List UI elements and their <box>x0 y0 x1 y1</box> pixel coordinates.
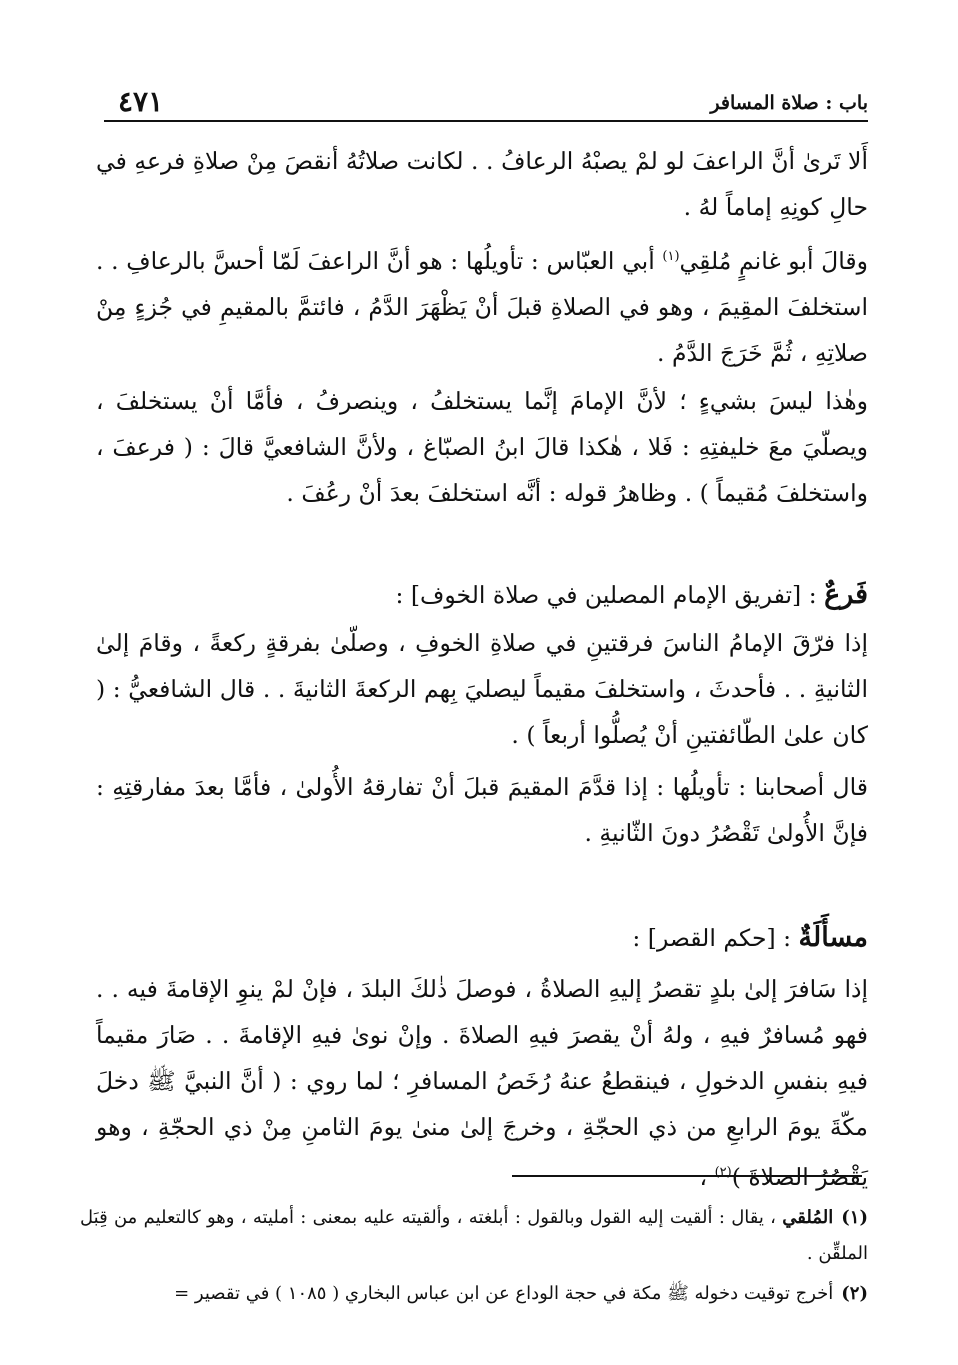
heading-far-title: : [تفريق الإمام المصلين في صلاة الخوف] : <box>395 581 825 609</box>
footnote-2-text: أخرج توقيت دخوله ﷺ مكة في حجة الوداع عن ابن عباس البخاري ( ١٠٨٥ ) في تقصير = <box>174 1283 834 1304</box>
footnote-2-number: (٢) <box>841 1283 868 1304</box>
footnote-divider <box>512 1175 862 1177</box>
paragraph-1: أَلا تَرىٰ أنَّ الراعفَ لو لمْ يصبْهُ الرعافُ . . لكانت صلاتُهُ أنقصَ مِنْ صلاةِ فرعهِ في حالِ كونِهِ إماماً لهُ . <box>96 147 868 221</box>
heading-masala-title: : [حكم القصر] : <box>632 924 799 952</box>
paragraph-2-start: وقالَ أبو غانمٍ مُلقِي <box>679 246 868 275</box>
footnote-ref-2: (٢) <box>714 1165 732 1180</box>
page-number: ٤٧١ <box>118 85 164 118</box>
footnote-1-term: المُلقي <box>782 1207 834 1228</box>
chapter-title: باب : صلاة المسافر <box>710 92 868 114</box>
paragraph-4: إذا فرّقَ الإمامُ الناسَ فرقتينِ في صلاةِ الخوفِ ، وصلّىٰ بفرقةٍ ركعةً ، وقامَ إلىٰ الثانيةِ . . فأحدثَ ، واستخلفَ مقيماً ليصليَ بِهم الركعةَ الثانيةَ . . قال الشافعيُّ : ( كان علىٰ الطّائفتينِ أنْ يُصلُّوا أربعاً ) . <box>96 629 868 749</box>
section-heading-masala <box>96 915 868 961</box>
paragraph-6-text: إذا سَافرَ إلىٰ بلدٍ تقصرُ إليهِ الصلاةُ ، فوصلَ ذٰلكَ البلدَ ، فإنْ لمْ ينوِ الإقامةَ فيه . . فهو مُسافرٌ فيهِ ، ولهُ أنْ يقصرَ فيهِ الصلاةَ . وإنْ نوىٰ فيهِ الإقامةَ . . صَارَ مقيماً فيهِ بنفسِ الدخولِ ، فينقطعُ عنهُ رُخَصُ المسافرِ ؛ لما روي : ( أنَّ النبيَّ ﷺ دخلَ مكّةَ يومَ الرابعِ من ذي الحجّةِ ، وخرجَ إلىٰ منىٰ يومَ الثامنِ مِنْ ذي الحجّةِ ، وهو يَقْصُرُ الصلاةَ ) <box>96 975 868 1191</box>
footnote-2 <box>80 1276 868 1312</box>
paragraph-5: قال أصحابنا : تأويلُها : إذا قدَّمَ المقيمَ قبلَ أنْ تفارقهُ الأُولىٰ ، فأمَّا بعدَ مفارقتِهِ : فإنَّ الأُولىٰ تَقْصُرُ دونَ الثّانيةِ . <box>96 773 868 847</box>
paragraph-2-end: أبي العبّاس : تأويلُها : هو أنَّ الراعفَ لَمّا أحسَّ بالرعافِ . . استخلفَ المقِيمَ ، وهو في الصلاةِ قبلَ أنْ يَظْهَرَ الدَّمُ ، فائتمَّ بالمقيمِ في جُزءٍ مِنْ صلاتِهِ ، ثُمَّ خَرَجَ الدَّمُ . <box>96 246 868 367</box>
footnote-ref-1: (١) <box>662 249 680 264</box>
section-heading-far <box>96 572 868 618</box>
paragraph-2 <box>96 234 868 376</box>
running-header <box>104 84 868 122</box>
paragraph-3: وهٰذا ليسَ بشيءٍ ؛ لأنَّ الإمامَ إنَّما يستخلفُ ، وينصرفُ ، فأمَّا أنْ يستخلفَ ، ويصلّيَ معَ خليفتِهِ : فَلا ، هٰكذا قالَ ابنُ الصبّاغ ، ولأنَّ الشافعيَّ قالَ : ( فرعفَ ، واستخلفَ مُقيماً ) . وظاهرُ قوله : أنَّه استخلفَ بعدَ أنْ رعُفَ . <box>96 387 868 507</box>
paragraph-6 <box>96 966 868 1200</box>
heading-masala-term: مسأَلَةٌ <box>798 922 868 953</box>
footnote-1-text: ، يقال : ألقيت إليه القول وبالقول : أبلغته ، وألقيته عليه بمعنى : أمليته ، وهو كالتعليم من قِبَل الملقِّن . <box>80 1207 868 1264</box>
heading-far-term: فَرعٌ <box>824 579 868 610</box>
footnote-1-number: (١) <box>841 1207 868 1228</box>
footnote-1 <box>80 1200 868 1272</box>
paragraph-6-end: ، <box>699 1162 715 1191</box>
